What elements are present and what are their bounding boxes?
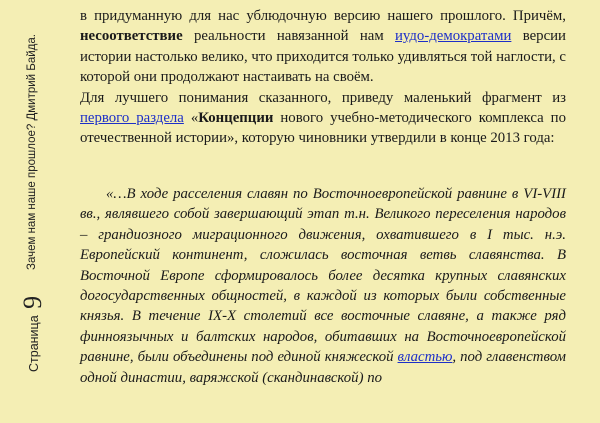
quote-paragraph — [80, 184, 566, 388]
para2-text-2: « — [183, 110, 199, 127]
quote-block — [80, 184, 566, 388]
page-margin — [0, 0, 47, 423]
paragraph-1 — [80, 6, 566, 88]
para2-bold-word: Концепции — [198, 110, 274, 127]
page-number: 9 — [18, 295, 47, 309]
para2-text-1: Для лучшего понимания сказанного, приведу маленький фрагмент из — [80, 89, 566, 106]
body-text — [80, 6, 566, 149]
para1-text-2: реальности навязанной нам — [182, 28, 396, 45]
para1-text-3: версии истории настолько велико, что приходится только удивляться той наглости, с которой они продолжают настаивать на своём. — [80, 28, 566, 86]
link-vlast[interactable]: властью — [397, 349, 453, 366]
quote-text-2: , под главенством одной династии, варяжской (скандинавской) по — [80, 349, 566, 386]
paragraph-2 — [80, 88, 566, 149]
page-label: Страница — [27, 315, 41, 372]
book-title-vertical: Зачем нам наше прошлое? Дмитрий Байда. — [26, 34, 38, 270]
para1-text-1: в придуманную для нас ублюдочную версию нашего прошлого. Причём, — [80, 8, 566, 24]
link-first-section[interactable]: первого раздела — [80, 110, 184, 127]
page-number-vertical — [18, 296, 48, 372]
para2-text-3: нового учебно-методического комплекса по отечественной истории», которую чиновники утвердили в конце 2013 года: — [80, 110, 566, 147]
link-iudo-demokraty[interactable]: иудо-демократами — [395, 28, 512, 45]
quote-text-1: «…В ходе расселения славян по Восточноевропейской равнине в VI-VIII вв., являвшего собой завершающий этап т.н. Великого переселения народов – грандиозного миграционного движения, охватившего в I тыс. н.э. Европейский континент, сложилась восточная ветвь славянства. В Восточной Европе сформировалось более десятка крупных славянских догосударственных общностей, в каждой из которых были собственные князья. В течение IX-X столетий все восточные славяне, а также ряд финноязычных и балтских народов, обитавших на Восточноевропейской равнине, были объединены под единой княжеской — [80, 186, 566, 366]
para1-bold-word: несоответствие — [80, 28, 183, 45]
